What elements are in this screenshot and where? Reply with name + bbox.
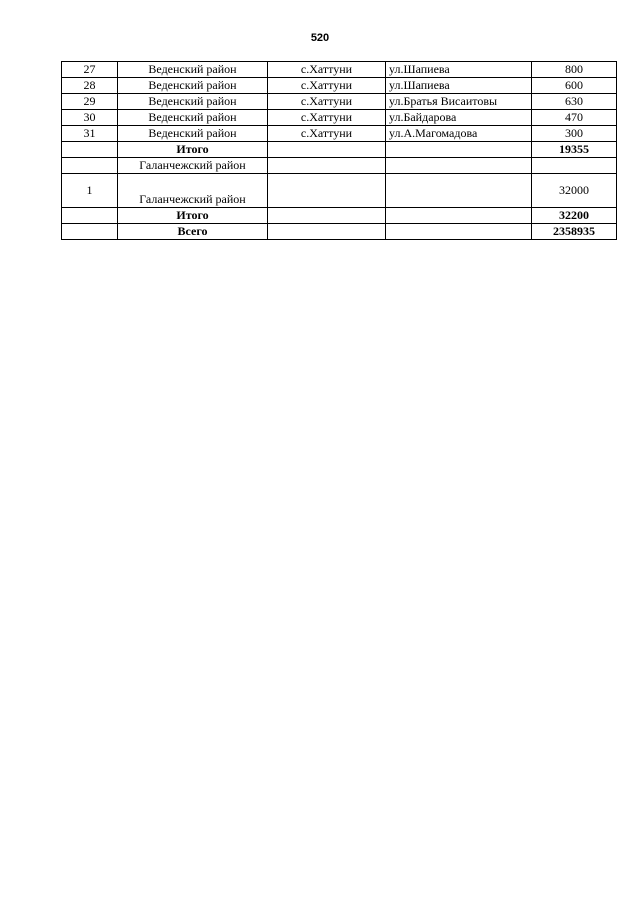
grand-total-row [62,224,617,240]
empty-cell [268,158,386,174]
row-number: 30 [62,110,118,126]
subtotal-label: Итого [118,142,268,158]
street-cell: ул.Шапиева [386,62,532,78]
empty-cell [532,158,617,174]
district-cell: Веденский район [118,110,268,126]
data-table [61,61,617,240]
empty-cell [268,174,386,208]
subtotal-row [62,142,617,158]
value-cell: 32000 [532,174,617,208]
district-cell: Веденский район [118,126,268,142]
subtotal-row [62,208,617,224]
district-cell: Веденский район [118,62,268,78]
page-number: 520 [310,32,330,44]
table-row [62,174,617,208]
row-number: 29 [62,94,118,110]
value-cell: 630 [532,94,617,110]
empty-cell [62,224,118,240]
empty-cell [268,208,386,224]
row-number: 1 [62,174,118,208]
village-cell: с.Хаттуни [268,126,386,142]
street-cell: ул.А.Магомадова [386,126,532,142]
table-row [62,78,617,94]
district-cell: Галанчежский район [118,174,268,208]
empty-cell [62,142,118,158]
empty-cell [386,174,532,208]
village-cell: с.Хаттуни [268,78,386,94]
grand-total-value: 2358935 [532,224,617,240]
value-cell: 800 [532,62,617,78]
empty-cell [386,142,532,158]
village-cell: с.Хаттуни [268,110,386,126]
subtotal-label: Итого [118,208,268,224]
empty-cell [268,224,386,240]
table-row [62,110,617,126]
section-header-row [62,158,617,174]
village-cell: с.Хаттуни [268,62,386,78]
empty-cell [386,208,532,224]
row-number: 27 [62,62,118,78]
empty-cell [386,158,532,174]
section-header: Галанчежский район [118,158,268,174]
grand-total-label: Всего [118,224,268,240]
table-row [62,94,617,110]
value-cell: 300 [532,126,617,142]
table-row [62,62,617,78]
empty-cell [62,158,118,174]
district-cell: Веденский район [118,94,268,110]
row-number: 28 [62,78,118,94]
street-cell: ул.Байдарова [386,110,532,126]
value-cell: 600 [532,78,617,94]
value-cell: 470 [532,110,617,126]
subtotal-value: 32200 [532,208,617,224]
district-cell: Веденский район [118,78,268,94]
empty-cell [268,142,386,158]
empty-cell [386,224,532,240]
empty-cell [62,208,118,224]
row-number: 31 [62,126,118,142]
street-cell: ул.Братья Висаитовы [386,94,532,110]
village-cell: с.Хаттуни [268,94,386,110]
table-row [62,126,617,142]
street-cell: ул.Шапиева [386,78,532,94]
subtotal-value: 19355 [532,142,617,158]
